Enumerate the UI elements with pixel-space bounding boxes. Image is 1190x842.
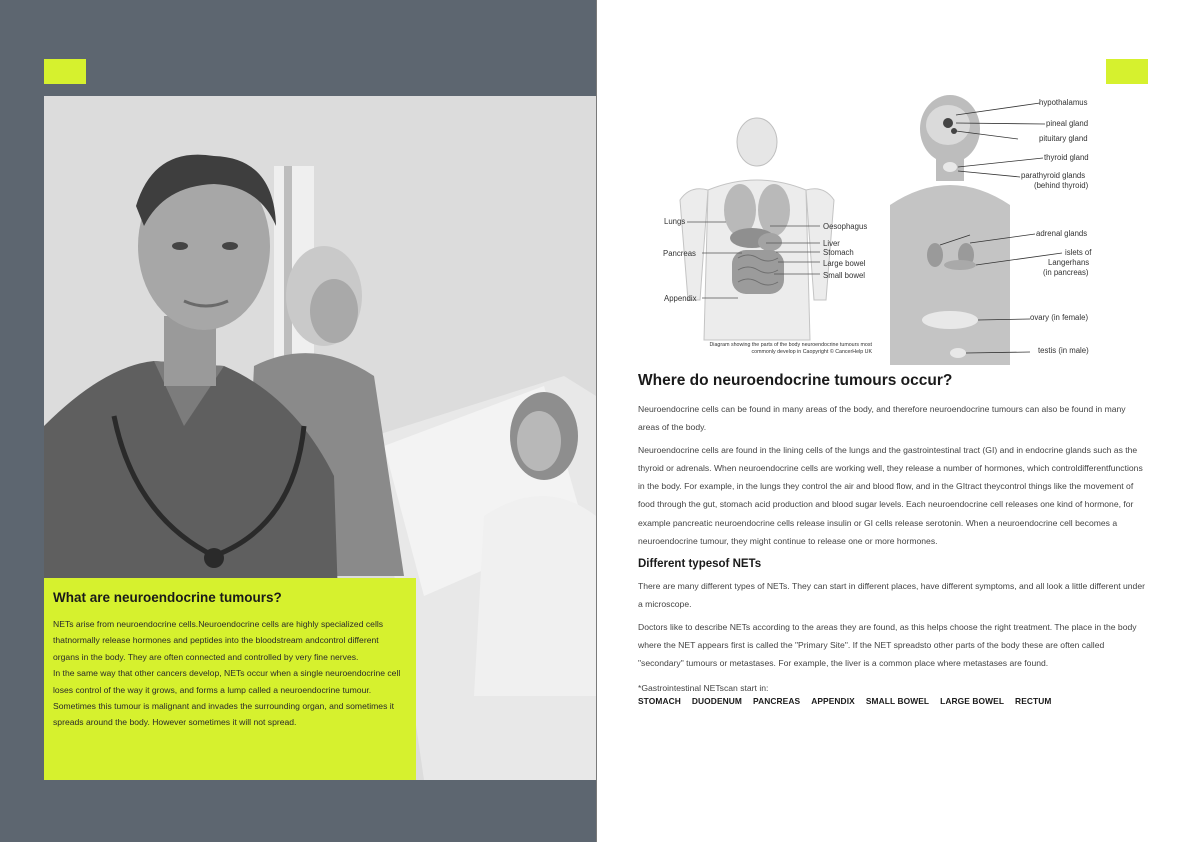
label-parathyroid-note: (behind thyroid) [1034, 181, 1089, 190]
page-title: Where do neuroendocrine tumours occur? [638, 372, 953, 389]
label-large-bowel: Large bowel [823, 259, 866, 268]
site-item: RECTUM [1015, 696, 1052, 707]
label-islets-2: Langerhans [1048, 258, 1090, 267]
label-thyroid: thyroid gland [1044, 153, 1089, 162]
site-item: APPENDIX [811, 696, 855, 707]
subheading: Different typesof NETs [638, 557, 762, 570]
label-appendix: Appendix [664, 294, 697, 303]
gi-note: *Gastrointestinal NETscan start in: [638, 683, 769, 694]
label-liver: Liver [823, 239, 840, 248]
endocrine-diagram [880, 95, 1150, 365]
label-lungs: Lungs [664, 217, 686, 226]
site-item: DUODENUM [691, 696, 743, 707]
right-content [638, 372, 1148, 706]
label-ovary: ovary (in female) [1030, 313, 1089, 322]
box-paragraph-1: NETs arise from neuroendocrine cells.Neuroendocrine cells are highly specialized cells thatnormally release hormones and peptides into the bloodstream andcontrol different organs in the body. They are often connected and controlled by very fine nerves. [53, 619, 384, 662]
site-item: PANCREAS [753, 696, 801, 707]
label-small-bowel: Small bowel [823, 271, 866, 280]
digestive-diagram [660, 110, 880, 370]
label-pituitary: pituitary gland [1039, 134, 1088, 143]
paragraph-1: Neuroendocrine cells can be found in many areas of the body, and therefore neuroendocrine tumours can also be found in many areas of the body. [638, 404, 1126, 433]
label-stomach: Stomach [823, 248, 854, 257]
label-parathyroid: parathyroid glands [1021, 171, 1086, 180]
site-item: LARGE BOWEL [940, 696, 1005, 707]
label-testis: testis (in male) [1038, 346, 1089, 355]
label-islets-1: islets of [1065, 248, 1092, 257]
info-box [44, 578, 416, 780]
label-adrenal: adrenal glands [1036, 229, 1088, 238]
paragraph-2: Neuroendocrine cells are found in the lining cells of the lungs and the gastrointestinal tract (GI) and in endocrine glands such as the thyroid or adrenals. When neuroendocrine cells are working well, they release a number of hormones, which controldifferentfunctions in the body. For example, in the lungs they control the air and blood flow, and in the GItract theycontrol things like the movement of food through the gut, stomach acid production and blood sugar levels. Each neuroendocrine cell releases one kind of hormone, for example pancreatic neuroendocrine cells release insulin or GI cells release serotonin. When a neuroendocrine cell becomes a neuroendocrine tumour, they might continue to release one or more hormones. [638, 445, 1143, 546]
box-heading: What are neuroendocrine tumours? [53, 590, 282, 605]
gi-sites-list [638, 696, 1148, 706]
label-pineal: pineal gland [1046, 119, 1089, 128]
label-oesophagus: Oesophagus [823, 222, 868, 231]
paragraph-3: There are many different types of NETs. They can start in different places, have different symptoms, and all look a little different under a microscope. [638, 580, 1145, 609]
diagram-caption: Diagram showing the parts of the body neuroendocrine tumours most commonly develop in Caopyright © CancerHelp UK [709, 342, 872, 356]
label-islets-3: (in pancreas) [1043, 268, 1089, 277]
accent-tab-left [44, 59, 86, 84]
label-hypothalamus: hypothalamus [1039, 98, 1088, 107]
box-paragraph-2: In the same way that other cancers develop, NETs occur when a single neuroendocrine cell loses control of the way it grows, and forms a lump called a neuroendocrine tumour. Sometimes this tumour is malignant and invades the surrounding organ, and sometimes it spreads around the body. However sometimes it will not spread. [53, 668, 401, 728]
accent-tab-right [1106, 59, 1148, 84]
paragraph-4: Doctors like to describe NETs according to the areas they are found, as this helps choose the right treatment. The place in the body where the NET appears first is called the "Primary Site". If the NET spreadsto other parts of the body these are often called "secondary" tumours or metastases. For example, the liver is a common place where metastases are found. [638, 621, 1137, 669]
label-pancreas: Pancreas [663, 249, 696, 258]
site-item: SMALL BOWEL [865, 696, 930, 707]
site-item: STOMACH [638, 696, 681, 707]
